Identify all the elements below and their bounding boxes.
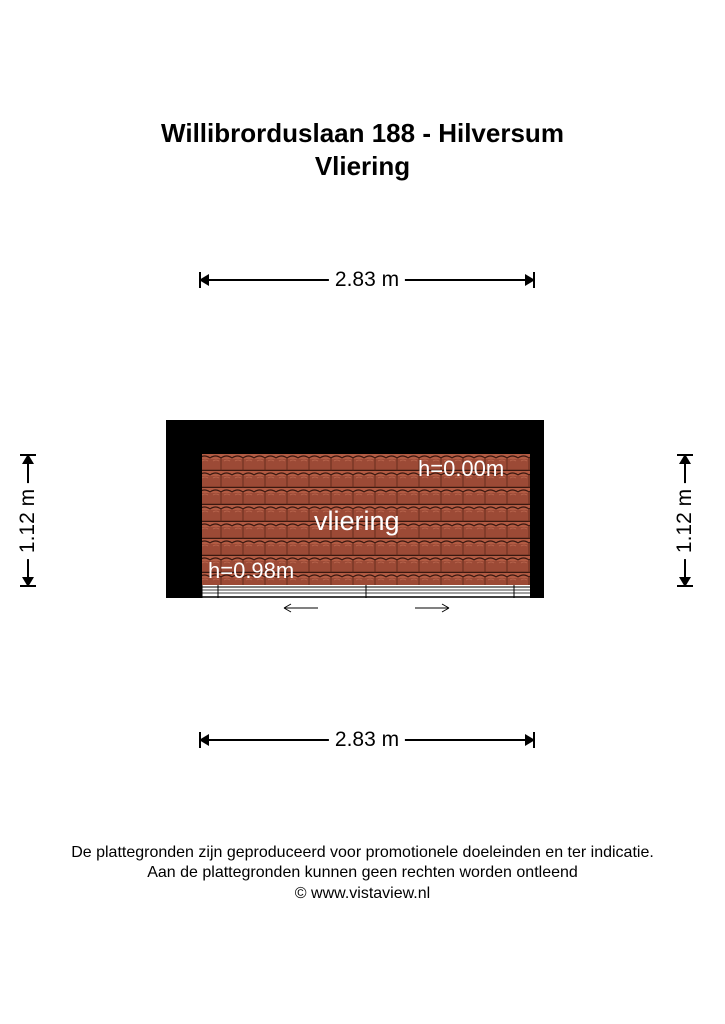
dimension-label: 2.83 m bbox=[329, 268, 405, 292]
arrow-left-icon bbox=[284, 604, 318, 612]
arrow-left-icon bbox=[199, 734, 209, 746]
arrow-right-icon bbox=[415, 604, 449, 612]
floor-plan bbox=[166, 420, 544, 598]
dimension-label: 1.12 m bbox=[16, 482, 40, 558]
plan-title-floor: Vliering bbox=[314, 151, 411, 181]
dimension-tick bbox=[533, 272, 535, 288]
plan-title-address: Willibrorduslaan 188 - Hilversum bbox=[161, 118, 564, 148]
dimension-left-depth bbox=[16, 455, 40, 586]
height-label-low: h=0.98m bbox=[208, 558, 295, 583]
dimension-tick bbox=[677, 585, 693, 587]
dimension-top-width bbox=[200, 268, 534, 292]
dimension-label: 1.12 m bbox=[673, 482, 697, 558]
dimension-label: 2.83 m bbox=[329, 728, 405, 752]
arrow-up-icon bbox=[679, 454, 691, 464]
copyright-notice: © www.vistaview.nl bbox=[294, 885, 431, 902]
disclaimer-line-2: Aan de plattegronden kunnen geen rechten worden ontleend bbox=[147, 864, 578, 881]
sliding-direction-arrows bbox=[280, 600, 460, 616]
disclaimer-line-1: De plattegronden zijn geproduceerd voor promotionele doeleinden en ter indicatie. bbox=[71, 844, 654, 861]
dimension-right-depth bbox=[673, 455, 697, 586]
dimension-bottom-width bbox=[200, 728, 534, 752]
arrow-left-icon bbox=[199, 274, 209, 286]
room-name-label: vliering bbox=[314, 506, 400, 536]
arrow-up-icon bbox=[22, 454, 34, 464]
dimension-tick bbox=[533, 732, 535, 748]
dimension-tick bbox=[20, 585, 36, 587]
height-label-high: h=0.00m bbox=[418, 456, 505, 481]
